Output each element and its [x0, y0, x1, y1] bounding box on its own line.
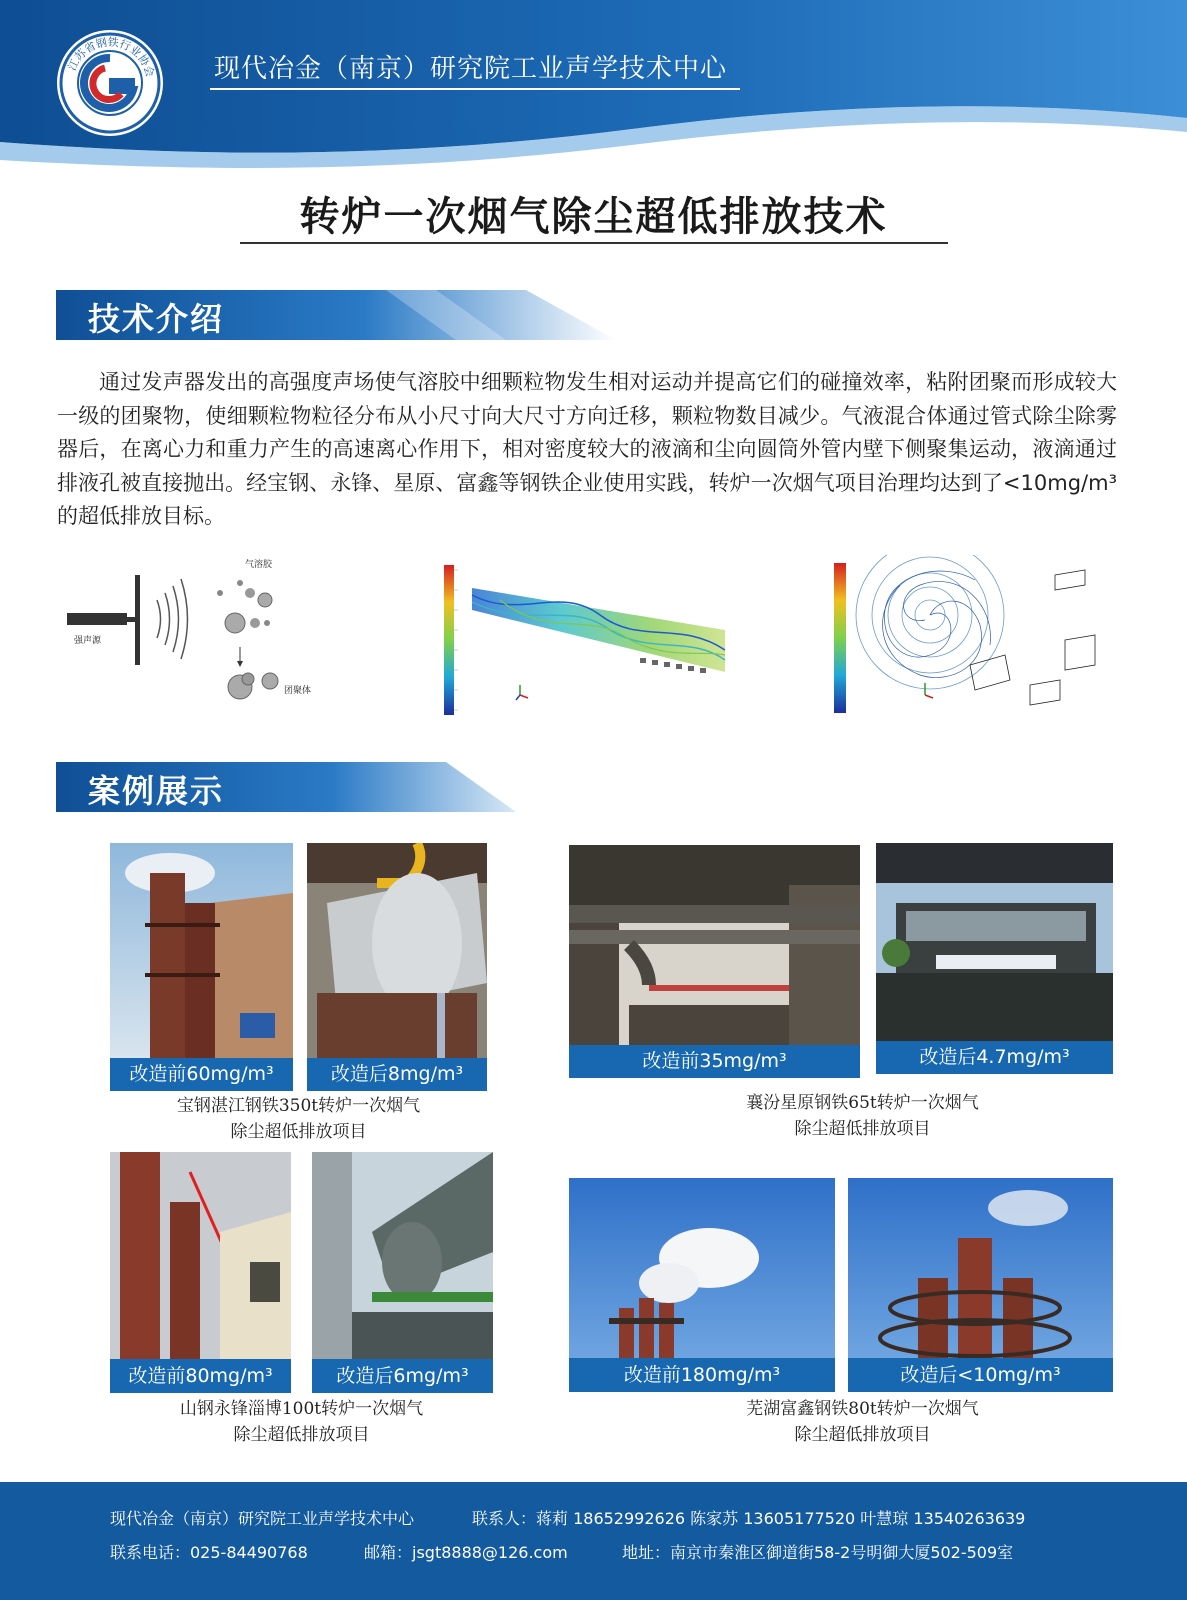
section-title-intro: 技术介绍: [88, 300, 225, 338]
case1-before-caption: 改造前60mg/m³: [110, 1058, 293, 1091]
case4-title: [640, 1396, 1085, 1448]
case3-title: [110, 1396, 493, 1448]
case3-after-caption: 改造后6mg/m³: [312, 1359, 493, 1393]
intro-text: 通过发声器发出的高强度声场使气溶胶中细颗粒物发生相对运动并提高它们的碰撞效率，粘附团聚而形成较大一级的团聚物，使细颗粒物粒径分布从小尺寸向大尺寸方向迁移，颗粒物数目减少。气液混合体通过管式除尘除雾器后，在离心力和重力产生的高速离心作用下，相对密度较大的液滴和尘向圆筒外管内壁下侧聚集运动，液滴通过排液孔被直接抛出。经宝钢、永锋、星原、富鑫等钢铁企业使用实践，转炉一次烟气项目治理均达到了<10mg/m³的超低排放目标。: [57, 370, 1117, 528]
case3-after-photo: [312, 1152, 493, 1359]
case3-title-line1: 山钢永锋淄博100t转炉一次烟气: [179, 1399, 424, 1419]
case2-title: [650, 1090, 1075, 1142]
case1-before-photo: [110, 843, 293, 1058]
case2-after-photo: [876, 843, 1113, 1041]
case4-after-photo: [848, 1178, 1113, 1358]
footer-contacts: 联系人：蒋莉 18652992626 陈家苏 13605177520 叶慧琼 13540263639: [472, 1509, 1026, 1528]
agglomerate-label: 团聚体: [284, 686, 312, 696]
case4-title-line2: 除尘超低排放项目: [794, 1425, 931, 1445]
case1-title-line1: 宝钢湛江钢铁350t转炉一次烟气: [176, 1096, 421, 1116]
case4-after-caption: 改造后<10mg/m³: [848, 1358, 1113, 1392]
org-title: 现代冶金（南京）研究院工业声学技术中心: [214, 54, 728, 84]
case3-before-photo: [110, 1152, 291, 1359]
case3-before-caption: 改造前80mg/m³: [110, 1359, 291, 1393]
cyclone-streamline-simulation: [830, 555, 1105, 725]
footer-org: 现代冶金（南京）研究院工业声学技术中心: [110, 1509, 415, 1528]
case1-after-photo: [307, 843, 487, 1058]
case2-title-line1: 襄汾星原钢铁65t转炉一次烟气: [746, 1093, 979, 1113]
footer: [0, 1482, 1187, 1600]
case4-title-line1: 芜湖富鑫钢铁80t转炉一次烟气: [746, 1399, 979, 1419]
case1-title-line2: 除尘超低排放项目: [230, 1122, 367, 1142]
footer-phone: 联系电话：025-84490768: [110, 1543, 308, 1562]
section-banner-cases: [56, 762, 526, 812]
case4-before-photo: [569, 1178, 835, 1358]
case2-after-caption: 改造后4.7mg/m³: [876, 1041, 1113, 1074]
svg-text:江苏省钢铁行业协会: 江苏省钢铁行业协会: [65, 35, 157, 79]
intro-paragraph: [57, 366, 1117, 534]
association-logo: [55, 28, 165, 138]
acoustic-agglomeration-diagram: [62, 555, 352, 715]
title-underline: [240, 242, 948, 244]
org-title-underline: [210, 88, 740, 90]
footer-address: 地址：南京市秦淮区御道街58-2号明御大厦502-509室: [622, 1543, 1014, 1562]
case2-before-caption: 改造前35mg/m³: [569, 1045, 860, 1078]
case1-title: [110, 1093, 487, 1145]
aerosol-label: 气溶胶: [245, 560, 273, 570]
case3-title-line2: 除尘超低排放项目: [233, 1425, 370, 1445]
sound-source-label: 强声源: [74, 636, 102, 646]
footer-email: 邮箱：jsgt8888@126.com: [364, 1543, 568, 1562]
section-banner-intro: [56, 290, 616, 340]
page-title: 转炉一次烟气除尘超低排放技术: [299, 194, 888, 240]
case2-before-photo: [569, 845, 860, 1045]
case2-title-line2: 除尘超低排放项目: [794, 1119, 931, 1139]
cfd-pipe-simulation: [440, 560, 740, 720]
case4-before-caption: 改造前180mg/m³: [569, 1358, 835, 1392]
case1-after-caption: 改造后8mg/m³: [307, 1058, 487, 1091]
section-title-cases: 案例展示: [88, 772, 225, 810]
